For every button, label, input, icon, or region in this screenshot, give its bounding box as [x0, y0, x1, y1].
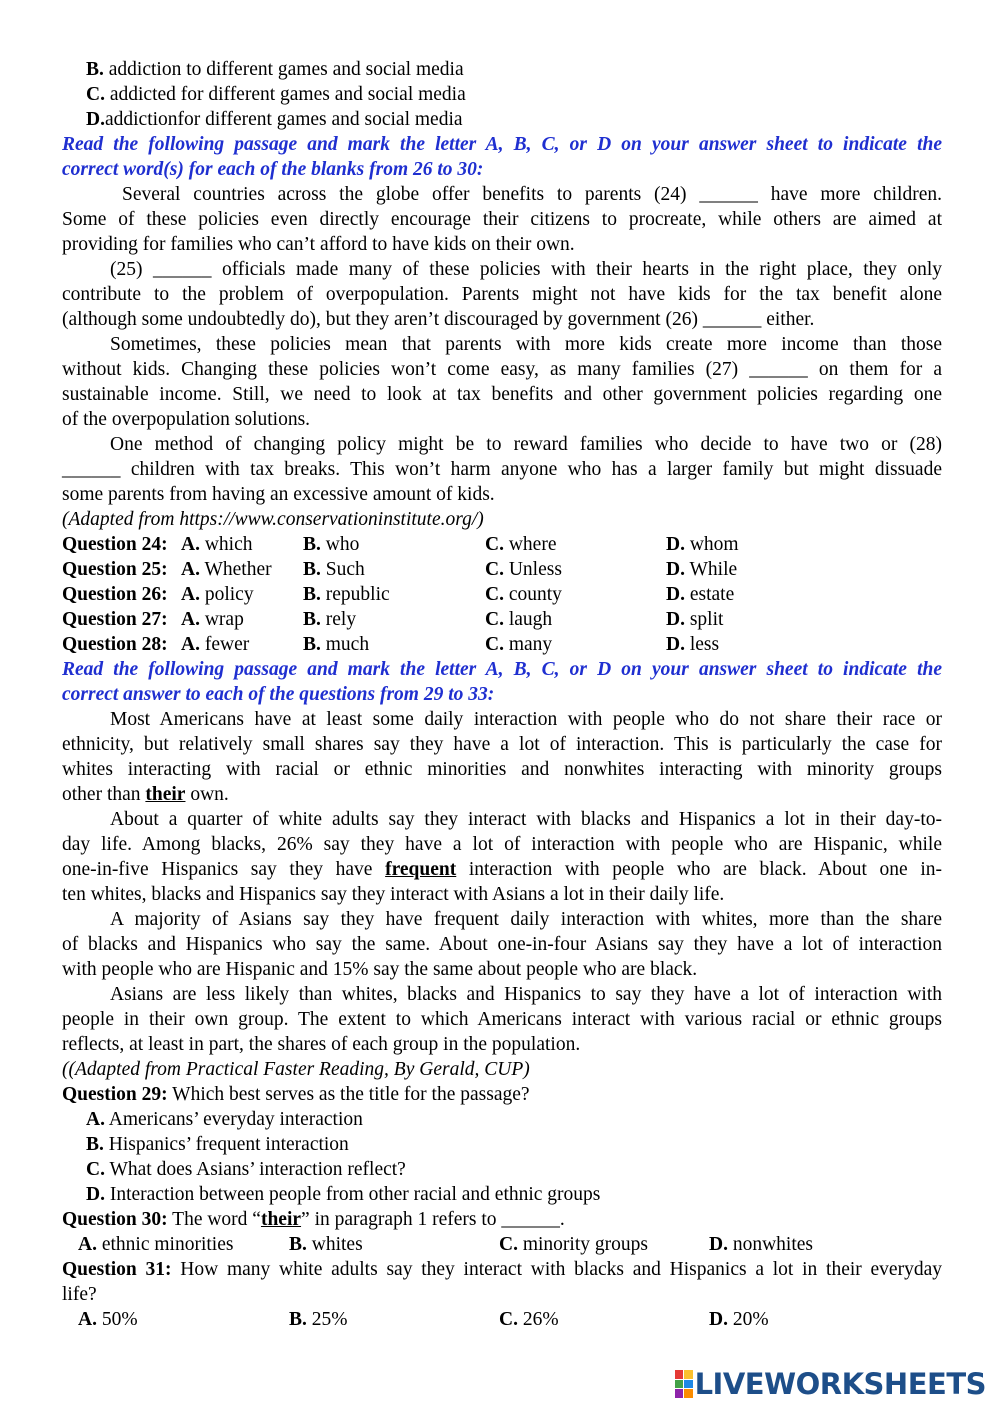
question-29: Question 29: Which best serves as the title for the passage? [62, 1084, 530, 1105]
passage2-line: other than their own. [62, 784, 229, 805]
passage1-line: ______ children with tax breaks. This won’t harm anyone who has a larger family but might dissuade [62, 459, 942, 480]
q31-option-b[interactable]: B. 25% [289, 1309, 348, 1330]
underlined-word-frequent: frequent [385, 859, 457, 880]
option-a[interactable]: A. policy [181, 584, 254, 605]
q30-option-c[interactable]: C. minority groups [499, 1234, 648, 1255]
question-label: Question 25: [62, 559, 168, 580]
option-c[interactable]: C. where [485, 534, 557, 555]
option-c[interactable]: C. laugh [485, 609, 553, 630]
question-row [62, 532, 942, 557]
passage1-line: Some of these policies even directly encourage their citizens to procreate, while others are aimed at [62, 209, 942, 230]
passage1-line: (although some undoubtedly do), but they aren’t discouraged by government (26) ______ either. [62, 309, 815, 330]
q30-option-d[interactable]: D. nonwhites [709, 1234, 814, 1255]
option-b: B. addiction to different games and social media [86, 59, 464, 80]
option-c: C. addicted for different games and social media [86, 84, 466, 105]
q29-option-c[interactable]: C. What does Asians’ interaction reflect? [86, 1159, 406, 1180]
passage1-line: Several countries across the globe offer benefits to parents (24) ______ have more children. [122, 184, 942, 205]
option-b[interactable]: B. rely [303, 609, 357, 630]
question-row [62, 557, 942, 582]
q31-option-a[interactable]: A. 50% [78, 1309, 138, 1330]
option-c[interactable]: C. many [485, 634, 553, 655]
q29-option-b[interactable]: B. Hispanics’ frequent interaction [86, 1134, 349, 1155]
logo-square [684, 1380, 693, 1389]
passage2-line: ethnicity, but relatively small shares say they have a lot of interaction. This is particularly the case for [62, 734, 942, 755]
liveworksheets-logo[interactable] [675, 1366, 986, 1402]
option-d[interactable]: D. While [666, 559, 738, 580]
passage1-line: contribute to the problem of overpopulation. Parents might not have kids for the tax benefit alone [62, 284, 942, 305]
logo-square [675, 1370, 684, 1379]
instruction-2-line2: correct answer to each of the questions from 29 to 33: [62, 684, 495, 705]
option-c[interactable]: C. county [485, 584, 562, 605]
logo-square [675, 1389, 684, 1398]
passage2-line: of blacks and Hispanics who say the same. About one-in-four Asians say they have a lot of interaction [62, 934, 942, 955]
passage2-line: About a quarter of white adults say they interact with blacks and Hispanics a lot in their day-to- [110, 809, 942, 830]
passage1-line: One method of changing policy might be to reward families who decide to have two or (28) [110, 434, 942, 455]
passage2-line: A majority of Asians say they have frequent daily interaction with whites, more than the share [110, 909, 942, 930]
option-b[interactable]: B. Such [303, 559, 365, 580]
question-label: Question 28: [62, 634, 168, 655]
worksheet-page [62, 57, 942, 1332]
logo-text: LIVEWORKSHEETS [694, 1367, 986, 1401]
question-grid [62, 532, 942, 657]
option-b[interactable]: B. who [303, 534, 360, 555]
q30-option-b[interactable]: B. whites [289, 1234, 363, 1255]
passage2-line: ten whites, blacks and Hispanics say they interact with Asians a lot in their daily life. [62, 884, 725, 905]
passage2-line: day life. Among blacks, 26% say they have a lot of interaction with people who are Hispanic, while [62, 834, 942, 855]
question-label: Question 26: [62, 584, 168, 605]
q29-option-d[interactable]: D. Interaction between people from other racial and ethnic groups [86, 1184, 601, 1205]
passage1-line: of the overpopulation solutions. [62, 409, 311, 430]
option-b[interactable]: B. republic [303, 584, 390, 605]
option-c[interactable]: C. Unless [485, 559, 562, 580]
instruction-2-line1: Read the following passage and mark the letter A, B, C, or D on your answer sheet to indicate the [62, 659, 942, 680]
q30-option-a[interactable]: A. ethnic minorities [78, 1234, 234, 1255]
passage2-line: people in their own group. The extent to which Americans interact with various racial or ethnic groups [62, 1009, 942, 1030]
question-label: Question 27: [62, 609, 168, 630]
question-30: Question 30: The word “their” in paragraph 1 refers to ______. [62, 1209, 565, 1230]
option-d[interactable]: D. whom [666, 534, 739, 555]
passage2-line: with people who are Hispanic and 15% say the same about people who are black. [62, 959, 698, 980]
option-a[interactable]: A. wrap [181, 609, 244, 630]
question-label: Question 24: [62, 534, 168, 555]
option-a[interactable]: A. fewer [181, 634, 250, 655]
instruction-1-line2: correct word(s) for each of the blanks from 26 to 30: [62, 159, 484, 180]
logo-square [675, 1380, 684, 1389]
option-b[interactable]: B. much [303, 634, 370, 655]
q31-option-d[interactable]: D. 20% [709, 1309, 769, 1330]
passage2-line: one-in-five Hispanics say they have frequent interaction with people who are black. About one in- [62, 859, 942, 880]
q29-option-a[interactable]: A. Americans’ everyday interaction [86, 1109, 363, 1130]
passage2-source: ((Adapted from Practical Faster Reading, By Gerald, CUP) [62, 1059, 530, 1080]
passage1-source: (Adapted from https://www.conservationinstitute.org/) [62, 509, 484, 530]
passage1-line: Sometimes, these policies mean that parents with more kids create more income than those [110, 334, 942, 355]
passage1-line: (25) ______ officials made many of these policies with their hearts in the right place, they only [110, 259, 942, 280]
question-31-cont: life? [62, 1284, 97, 1305]
option-d[interactable]: D. estate [666, 584, 735, 605]
passage2-line: reflects, at least in part, the shares of each group in the population. [62, 1034, 581, 1055]
q31-options [62, 1307, 942, 1332]
option-a[interactable]: A. which [181, 534, 253, 555]
underlined-word-their: their [145, 784, 186, 805]
option-a[interactable]: A. Whether [181, 559, 272, 580]
liveworksheets-logo-icon [675, 1370, 693, 1398]
passage2-line: whites interacting with racial or ethnic minorities and nonwhites interacting with minority groups [62, 759, 942, 780]
passage1-line: without kids. Changing these policies won’t come easy, as many families (27) ______ on them for a [62, 359, 942, 380]
option-d[interactable]: D. less [666, 634, 720, 655]
question-row [62, 582, 942, 607]
question-row [62, 607, 942, 632]
instruction-1-line1: Read the following passage and mark the letter A, B, C, or D on your answer sheet to indicate the [62, 134, 942, 155]
passage1-line: sustainable income. Still, we need to look at tax benefits and other government policies regarding one [62, 384, 942, 405]
passage1-line: providing for families who can’t afford to have kids on their own. [62, 234, 575, 255]
q30-options [62, 1232, 942, 1257]
logo-square [684, 1389, 693, 1398]
question-31: Question 31: How many white adults say they interact with blacks and Hispanics a lot in their everyday [62, 1259, 942, 1280]
passage2-line: Asians are less likely than whites, blacks and Hispanics to say they have a lot of interaction with [110, 984, 942, 1005]
option-d: D.addictionfor different games and social media [86, 109, 463, 130]
underlined-word-their-q30: their [260, 1209, 302, 1230]
passage2-line: Most Americans have at least some daily interaction with people who do not share their race or [110, 709, 942, 730]
q31-option-c[interactable]: C. 26% [499, 1309, 559, 1330]
question-row [62, 632, 942, 657]
option-d[interactable]: D. split [666, 609, 724, 630]
passage1-line: some parents from having an excessive amount of kids. [62, 484, 495, 505]
logo-square [684, 1370, 693, 1379]
